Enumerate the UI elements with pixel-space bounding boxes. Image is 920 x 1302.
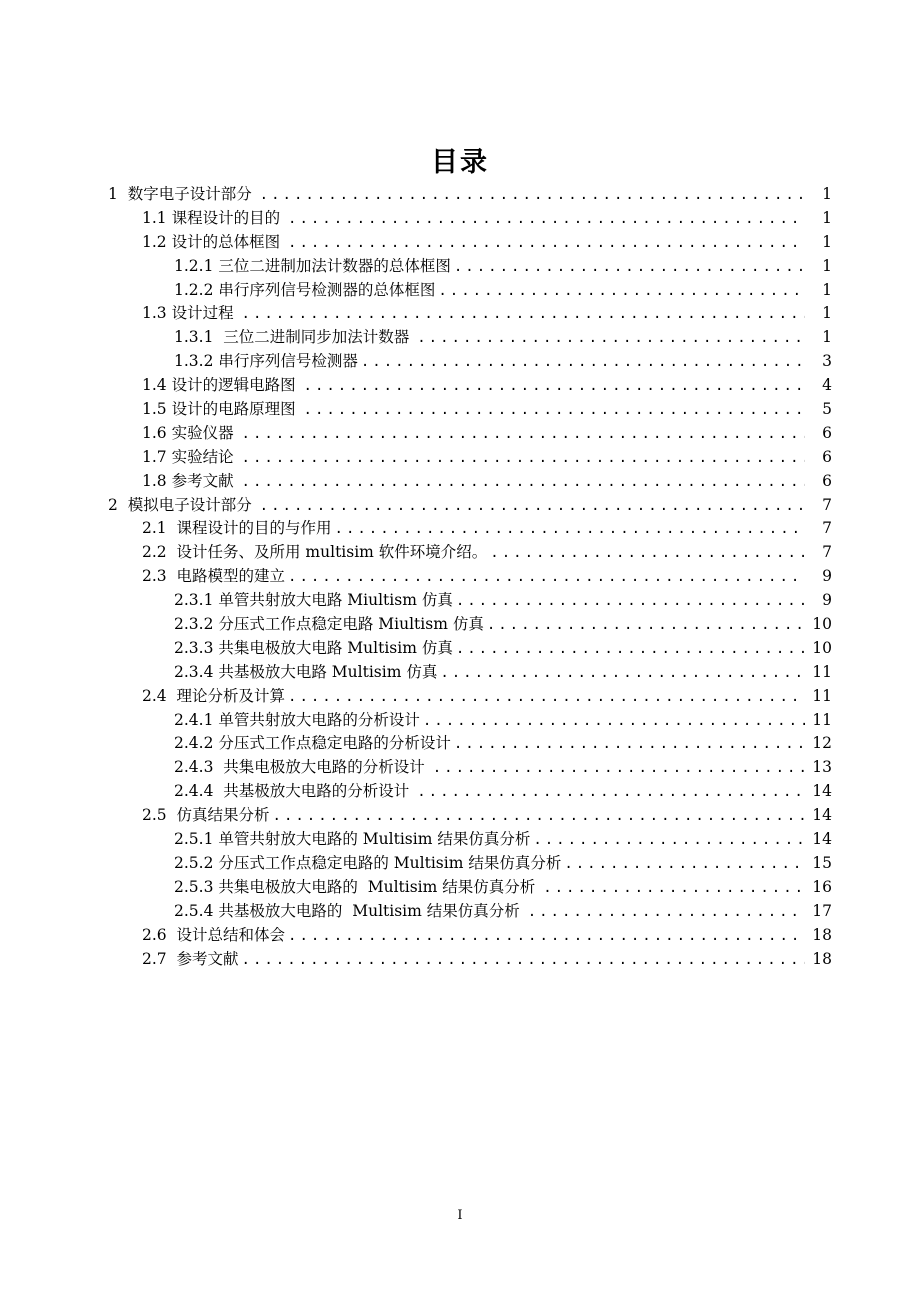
toc-entry-label: 2.3.2 分压式工作点稳定电路 Miultism 仿真 — [174, 615, 484, 634]
toc-entry-page: 13 — [812, 758, 832, 777]
toc-entry[interactable] — [0, 709, 920, 733]
toc-entry-page: 16 — [812, 877, 832, 896]
toc-dot-leader — [417, 781, 805, 805]
toc-dot-leader — [335, 518, 805, 542]
toc-dot-leader — [487, 614, 805, 638]
toc-dot-leader — [361, 351, 805, 375]
toc-dot-leader — [242, 471, 805, 495]
toc-entry[interactable] — [0, 589, 920, 613]
toc-entry-page: 1 — [822, 208, 832, 227]
toc-entry-label: 1.4 设计的逻辑电路图 — [142, 376, 301, 395]
toc-entry-page: 17 — [812, 901, 832, 920]
toc-entry-page: 7 — [822, 495, 832, 514]
toc-entry-label: 1.1 课程设计的目的 — [142, 208, 286, 227]
toc-entry[interactable] — [0, 255, 920, 279]
toc-entry[interactable] — [0, 231, 920, 255]
toc-entry-label: 1.3 设计过程 — [142, 304, 239, 323]
toc-dot-leader — [454, 256, 805, 280]
toc-entry-label: 2.4.4 共基极放大电路的分析设计 — [174, 782, 415, 801]
toc-entry-label: 2.4 理论分析及计算 — [142, 686, 286, 705]
toc-entry-label: 2.1 课程设计的目的与作用 — [142, 519, 332, 538]
toc-entry[interactable] — [0, 207, 920, 231]
toc-entry-label: 2.7 参考文献 — [142, 949, 239, 968]
toc-entry[interactable] — [0, 565, 920, 589]
toc-entry-page: 1 — [822, 256, 832, 275]
toc-dot-leader — [242, 949, 805, 973]
toc-entry-page: 7 — [822, 519, 832, 538]
toc-entry-page: 6 — [822, 471, 832, 490]
toc-entry-page: 11 — [812, 686, 832, 705]
toc-dot-leader — [417, 327, 805, 351]
toc-entry-page: 4 — [822, 376, 832, 395]
toc-entry-page: 12 — [812, 734, 832, 753]
toc-dot-leader — [242, 303, 805, 327]
toc-entry[interactable] — [0, 661, 920, 685]
toc-entry-page: 18 — [812, 949, 832, 968]
toc-entry[interactable] — [0, 302, 920, 326]
toc-entry-label: 2.5.3 共集电极放大电路的 Multisim 结果仿真分析 — [174, 877, 541, 896]
toc-entry-page: 18 — [812, 925, 832, 944]
page-title: 目录 — [431, 147, 489, 178]
toc-entry[interactable] — [0, 398, 920, 422]
toc-entry-page: 1 — [822, 304, 832, 323]
toc-dot-leader — [260, 184, 805, 208]
toc-entry-label: 1.7 实验结论 — [142, 447, 239, 466]
toc-entry-page: 1 — [822, 280, 832, 299]
toc-entry-label: 2.4.2 分压式工作点稳定电路的分析设计 — [174, 734, 451, 753]
toc-entry-page: 11 — [812, 710, 832, 729]
toc-dot-leader — [273, 805, 805, 829]
toc-entry[interactable] — [0, 350, 920, 374]
toc-entry[interactable] — [0, 541, 920, 565]
toc-entry[interactable] — [0, 517, 920, 541]
toc-entry-page: 15 — [812, 853, 832, 872]
toc-dot-leader — [543, 877, 805, 901]
toc-dot-leader — [440, 662, 805, 686]
toc-entry-page: 6 — [822, 423, 832, 442]
toc-entry-label: 2.4.1 单管共射放大电路的分析设计 — [174, 710, 420, 729]
toc-entry-label: 1.8 参考文献 — [142, 471, 239, 490]
toc-entry-label: 2.5 仿真结果分析 — [142, 806, 270, 825]
toc-entry-page: 1 — [822, 232, 832, 251]
toc-entry-page: 1 — [822, 185, 832, 203]
toc-entry-page: 10 — [812, 615, 832, 634]
toc-dot-leader — [490, 542, 805, 566]
toc-entry-label: 1.3.2 串行序列信号检测器 — [174, 352, 358, 371]
toc-entry[interactable] — [0, 756, 920, 780]
toc-entry-page: 1 — [822, 328, 832, 347]
toc-entry-label: 2.5.2 分压式工作点稳定电路的 Multisim 结果仿真分析 — [174, 853, 562, 872]
toc-entry-page: 14 — [812, 806, 832, 825]
toc-entry-page: 3 — [822, 352, 832, 371]
toc-entry-label: 2.5.1 单管共射放大电路的 Multisim 结果仿真分析 — [174, 830, 531, 849]
toc-entry-page: 9 — [822, 567, 832, 586]
toc-entry-page: 11 — [812, 662, 832, 681]
toc-entry-label: 2.3.4 共基极放大电路 Multisim 仿真 — [174, 662, 438, 681]
toc-entry[interactable] — [0, 374, 920, 398]
toc-dot-leader — [242, 447, 805, 471]
toc-entry-page: 14 — [812, 830, 832, 849]
toc-entry[interactable] — [0, 637, 920, 661]
toc-entry[interactable] — [0, 948, 920, 972]
toc-entry-label: 1.2.1 三位二进制加法计数器的总体框图 — [174, 256, 451, 275]
toc-entry[interactable] — [0, 804, 920, 828]
toc-entry[interactable] — [0, 326, 920, 350]
toc-entry[interactable] — [0, 422, 920, 446]
toc-entry[interactable] — [0, 470, 920, 494]
toc-entry-page: 9 — [822, 591, 832, 610]
toc-dot-leader — [564, 853, 805, 877]
toc-entry[interactable] — [0, 780, 920, 804]
toc-entry-label: 1 数字电子设计部分 — [108, 185, 257, 203]
toc-dot-leader — [456, 590, 805, 614]
toc-dot-leader — [288, 232, 805, 256]
toc-dot-leader — [456, 638, 805, 662]
toc-entry-label: 1.2 设计的总体框图 — [142, 232, 286, 251]
page-number: I — [457, 1208, 463, 1223]
toc-entry-label: 2.3.1 单管共射放大电路 Miultism 仿真 — [174, 591, 453, 610]
toc-dot-leader — [304, 375, 805, 399]
toc-entry[interactable] — [0, 924, 920, 948]
toc-entry[interactable] — [0, 732, 920, 756]
toc-dot-leader — [288, 208, 805, 232]
toc-dot-leader — [288, 566, 805, 590]
toc-entry-label: 2 模拟电子设计部分 — [108, 495, 257, 514]
toc-entry[interactable] — [0, 685, 920, 709]
toc-entry-label: 2.5.4 共基极放大电路的 Multisim 结果仿真分析 — [174, 901, 525, 920]
toc-entry[interactable] — [0, 876, 920, 900]
toc-entry[interactable] — [0, 828, 920, 852]
toc-entry-label: 2.3 电路模型的建立 — [142, 567, 286, 586]
toc-entry[interactable] — [0, 494, 920, 518]
toc-entry-page: 6 — [822, 447, 832, 466]
toc-entry-page: 14 — [812, 782, 832, 801]
toc-entry-page: 5 — [822, 400, 832, 419]
toc-dot-leader — [433, 757, 805, 781]
toc-dot-leader — [533, 829, 805, 853]
toc-dot-leader — [438, 280, 805, 304]
toc-entry-label: 2.2 设计任务、及所用 multisim 软件环境介绍。 — [142, 543, 488, 562]
toc-entry[interactable] — [0, 183, 920, 207]
toc-entry[interactable] — [0, 279, 920, 303]
toc-dot-leader — [288, 686, 805, 710]
toc-entry-label: 2.4.3 共集电极放大电路的分析设计 — [174, 758, 430, 777]
toc-dot-leader — [528, 901, 805, 925]
toc-entry-page: 10 — [812, 638, 832, 657]
toc-dot-leader — [288, 925, 805, 949]
toc-entry[interactable] — [0, 900, 920, 924]
toc-dot-leader — [454, 733, 805, 757]
toc-entry-label: 1.6 实验仪器 — [142, 423, 239, 442]
toc-dot-leader — [423, 710, 805, 734]
table-of-contents — [0, 183, 920, 971]
toc-entry[interactable] — [0, 446, 920, 470]
toc-entry-label: 2.3.3 共集电极放大电路 Multisim 仿真 — [174, 638, 453, 657]
toc-entry-label: 1.3.1 三位二进制同步加法计数器 — [174, 328, 415, 347]
toc-entry-page: 7 — [822, 543, 832, 562]
toc-dot-leader — [242, 423, 805, 447]
toc-entry[interactable] — [0, 613, 920, 637]
toc-entry[interactable] — [0, 852, 920, 876]
toc-entry-label: 1.5 设计的电路原理图 — [142, 400, 301, 419]
toc-dot-leader — [304, 399, 805, 423]
toc-entry-label: 2.6 设计总结和体会 — [142, 925, 286, 944]
toc-dot-leader — [260, 495, 805, 519]
toc-entry-label: 1.2.2 串行序列信号检测器的总体框图 — [174, 280, 436, 299]
